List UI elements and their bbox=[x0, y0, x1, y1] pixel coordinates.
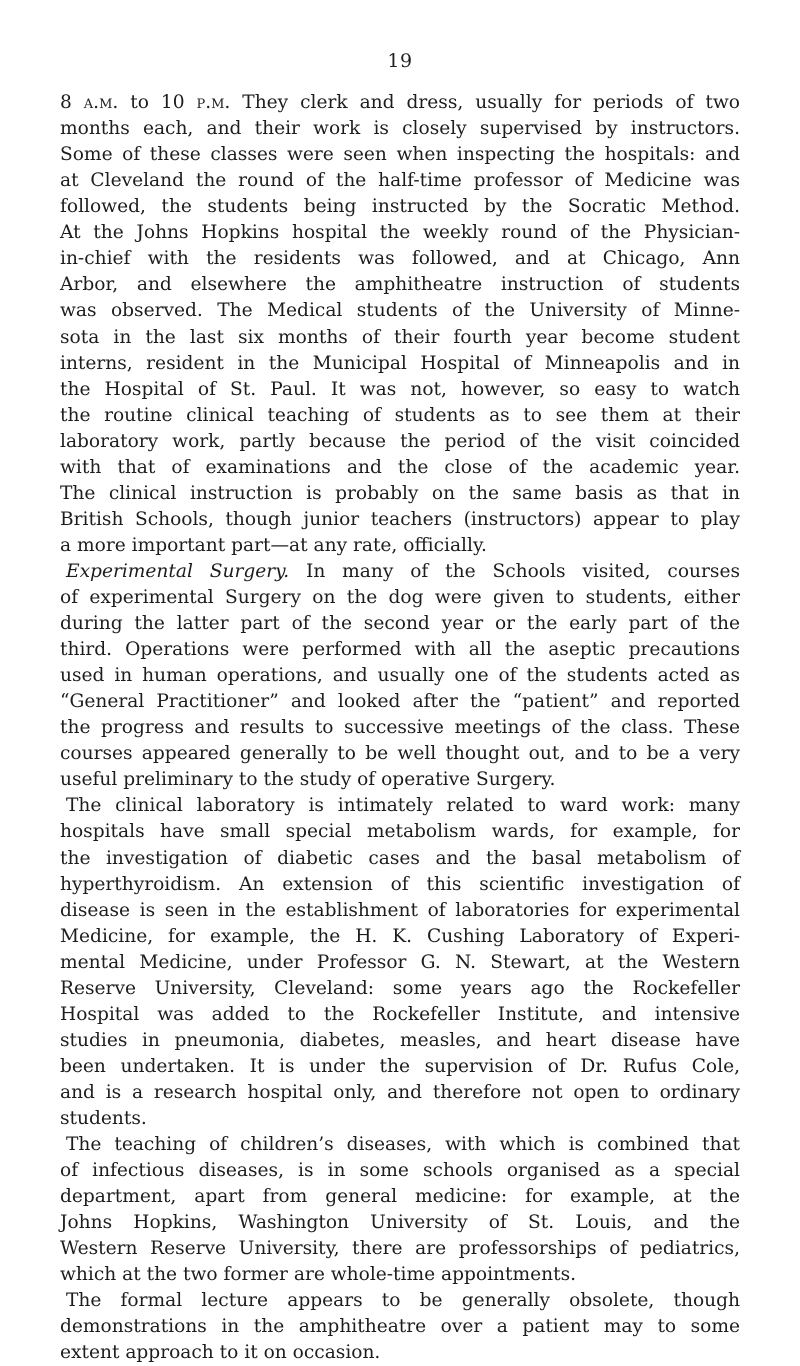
text-line: Western Reserve University, there are professorships of pediatrics, bbox=[60, 1238, 740, 1260]
text-line: the progress and results to successive meetings of the class. These bbox=[60, 717, 740, 739]
text-line: Hospital was added to the Rockefeller Institute, and intensive bbox=[60, 1003, 740, 1025]
text-line: hospitals have small special metabolism wards, for example, for bbox=[60, 821, 740, 843]
text-line: at Cleveland the round of the half-time professor of Medicine was bbox=[60, 170, 740, 192]
text-line bbox=[60, 90, 740, 116]
text-segment: Experimental Surgery. bbox=[66, 560, 290, 582]
text-line: extent approach to it on occasion. bbox=[60, 1342, 381, 1364]
text-line: sota in the last six months of their fourth year become student bbox=[60, 326, 740, 348]
text-line: Arbor, and elsewhere the amphitheatre instruction of students bbox=[60, 274, 740, 296]
text-line: months each, and their work is closely supervised by instructors. bbox=[60, 118, 740, 139]
text-line: mental Medicine, under Professor G. N. Stewart, at the Western bbox=[60, 951, 740, 973]
text-segment: p.m. bbox=[196, 92, 231, 113]
text-line: British Schools, though junior teachers (instructors) appear to play bbox=[60, 508, 740, 530]
text-segment: In many of the Schools visited, courses bbox=[289, 560, 740, 582]
text-line: which at the two former are whole-time appointments. bbox=[60, 1264, 577, 1286]
text-line: “General Practitioner” and looked after the “patient” and reported bbox=[60, 691, 740, 713]
text-line: the routine clinical teaching of students as to see them at their bbox=[60, 404, 740, 426]
text-line: courses appeared generally to be well thought out, and to be a very bbox=[60, 743, 740, 765]
text-line: studies in pneumonia, diabetes, measles, and heart disease have bbox=[60, 1029, 740, 1051]
text-segment: a.m. bbox=[83, 92, 119, 113]
text-segment: to 10 bbox=[118, 92, 197, 113]
text-line: a more important part—at any rate, officially. bbox=[60, 534, 487, 556]
page-number: 19 bbox=[387, 50, 413, 72]
text-line: third. Operations were performed with all the aseptic precautions bbox=[60, 639, 740, 661]
text-line: the investigation of diabetic cases and the basal metabolism of bbox=[60, 847, 740, 869]
text-line: The teaching of children’s diseases, with which is combined that bbox=[66, 1134, 740, 1155]
text-line: Johns Hopkins, Washington University of St. Louis, and the bbox=[60, 1212, 740, 1234]
text-line: The formal lecture appears to be generally obsolete, though bbox=[66, 1290, 740, 1312]
text-line: demonstrations in the amphitheatre over a patient may to some bbox=[60, 1316, 740, 1338]
text-line: The clinical laboratory is intimately related to ward work: many bbox=[66, 795, 740, 817]
text-line: the Hospital of St. Paul. It was not, however, so easy to watch bbox=[60, 378, 740, 400]
text-line: followed, the students being instructed by the Socratic Method. bbox=[60, 196, 740, 218]
text-line bbox=[66, 559, 740, 585]
text-line: in-chief with the residents was followed, and at Chicago, Ann bbox=[60, 248, 740, 270]
text-line: been undertaken. It is under the supervision of Dr. Rufus Cole, bbox=[60, 1055, 740, 1077]
text-line: hyperthyroidism. An extension of this scientific investigation of bbox=[60, 873, 740, 895]
text-line: Reserve University, Cleveland: some years ago the Rockefeller bbox=[60, 977, 740, 999]
text-line: disease is seen in the establishment of laboratories for experimental bbox=[60, 899, 740, 921]
text-line: interns, resident in the Municipal Hospital of Minneapolis and in bbox=[60, 352, 740, 374]
text-line: students. bbox=[60, 1108, 147, 1129]
text-line: Some of these classes were seen when inspecting the hospitals: and bbox=[60, 144, 740, 166]
text-line: useful preliminary to the study of operative Surgery. bbox=[60, 769, 556, 791]
text-line: department, apart from general medicine: for example, at the bbox=[60, 1186, 740, 1208]
text-line: At the Johns Hopkins hospital the weekly round of the Physician- bbox=[60, 222, 740, 244]
text-line: with that of examinations and the close of the academic year. bbox=[60, 456, 740, 478]
text-line: used in human operations, and usually one of the students acted as bbox=[60, 665, 740, 687]
text-segment: 8 bbox=[60, 92, 84, 113]
text-line: of experimental Surgery on the dog were given to students, either bbox=[60, 587, 740, 608]
text-line: of infectious diseases, is in some schools organised as a special bbox=[60, 1160, 740, 1181]
text-line: Medicine, for example, the H. K. Cushing Laboratory of Experi- bbox=[60, 925, 740, 947]
text-segment: They clerk and dress, usually for periods of two bbox=[230, 92, 740, 113]
text-line: was observed. The Medical students of the University of Minne- bbox=[60, 300, 740, 322]
text-line: The clinical instruction is probably on the same basis as that in bbox=[60, 482, 740, 504]
text-line: and is a research hospital only, and therefore not open to ordinary bbox=[60, 1081, 740, 1103]
text-line: laboratory work, partly because the period of the visit coincided bbox=[60, 430, 740, 452]
text-line: during the latter part of the second year or the early part of the bbox=[60, 613, 740, 634]
